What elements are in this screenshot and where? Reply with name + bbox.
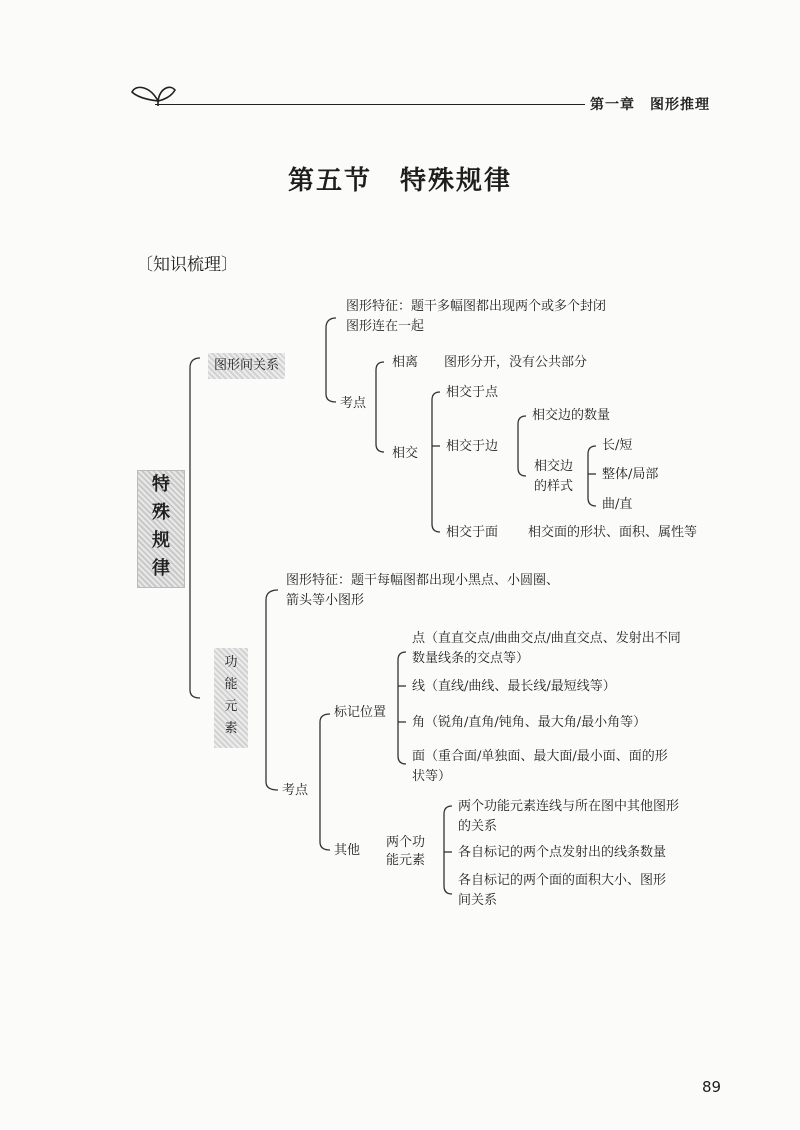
xiangjiao-dian: 相交于点 [446,385,499,400]
bian-style-2: 的样式 [534,479,574,494]
xiangjiao-mian: 相交于面 [446,525,499,540]
mian-desc: 相交面的形状、面积、属性等 [528,525,698,540]
qita-item-2: 各自标记的两个点发射出的线条数量 [458,845,667,860]
section-label: 〔知识梳理〕 [136,255,238,275]
branch-label-function [214,648,248,748]
kaodian-label-1: 考点 [340,396,367,411]
feature-text-2a: 图形特征：题干每幅图都出现小黑点、小圆圈、 [286,573,560,588]
biaoji-face-1: 面（重合面/单独面、最大面/最小面、面的形 [412,749,668,764]
style-item-curve: 曲/直 [602,497,633,512]
biaoji-angle: 角（锐角/直角/钝角、最大角/最小角等） [412,715,647,730]
style-item-length: 长/短 [602,438,633,453]
branch-label-function-text: 功能元素 [224,655,238,736]
biaoji-label: 标记位置 [334,705,387,720]
qita-item-1b: 的关系 [458,819,498,834]
qita-label: 其他 [334,843,361,858]
qita-item-3a: 各自标记的两个面的面积大小、图形 [458,873,667,888]
style-item-whole: 整体/局部 [602,467,659,482]
xiangli-label: 相离 [392,355,419,370]
qita-item-3b: 间关系 [458,893,498,908]
xiangli-desc: 图形分开，没有公共部分 [444,355,588,370]
feature-text-1a: 图形特征：题干多幅图都出现两个或多个封闭 [346,299,607,314]
kaodian-label-2: 考点 [282,783,309,798]
bian-count: 相交边的数量 [532,408,611,423]
qita-sub-2: 能元素 [386,853,426,868]
branch-label-relations: 图形间关系 [208,353,285,379]
bian-style-1: 相交边 [534,459,574,474]
page-title: 第五节 特殊规律 [287,166,512,196]
root-label: 特殊规律 [152,474,170,579]
feature-text-1b: 图形连在一起 [346,319,425,334]
chapter-header: 第一章 图形推理 [590,97,710,113]
feature-text-2b: 箭头等小图形 [286,593,365,608]
xiangjiao-label: 相交 [392,446,419,461]
page-number: 89 [702,1078,722,1096]
qita-sub-1: 两个功 [386,835,426,850]
biaoji-line: 线（直线/曲线、最长线/最短线等） [412,679,616,694]
xiangjiao-bian: 相交于边 [446,439,499,454]
biaoji-point-2: 数量线条的交点等） [412,651,530,666]
biaoji-face-2: 状等） [412,769,452,784]
biaoji-point-1: 点（直直交点/曲曲交点/曲直交点、发射出不同 [412,631,681,646]
root-node [137,470,185,588]
qita-item-1a: 两个功能元素连线与所在图中其他图形 [458,799,680,814]
